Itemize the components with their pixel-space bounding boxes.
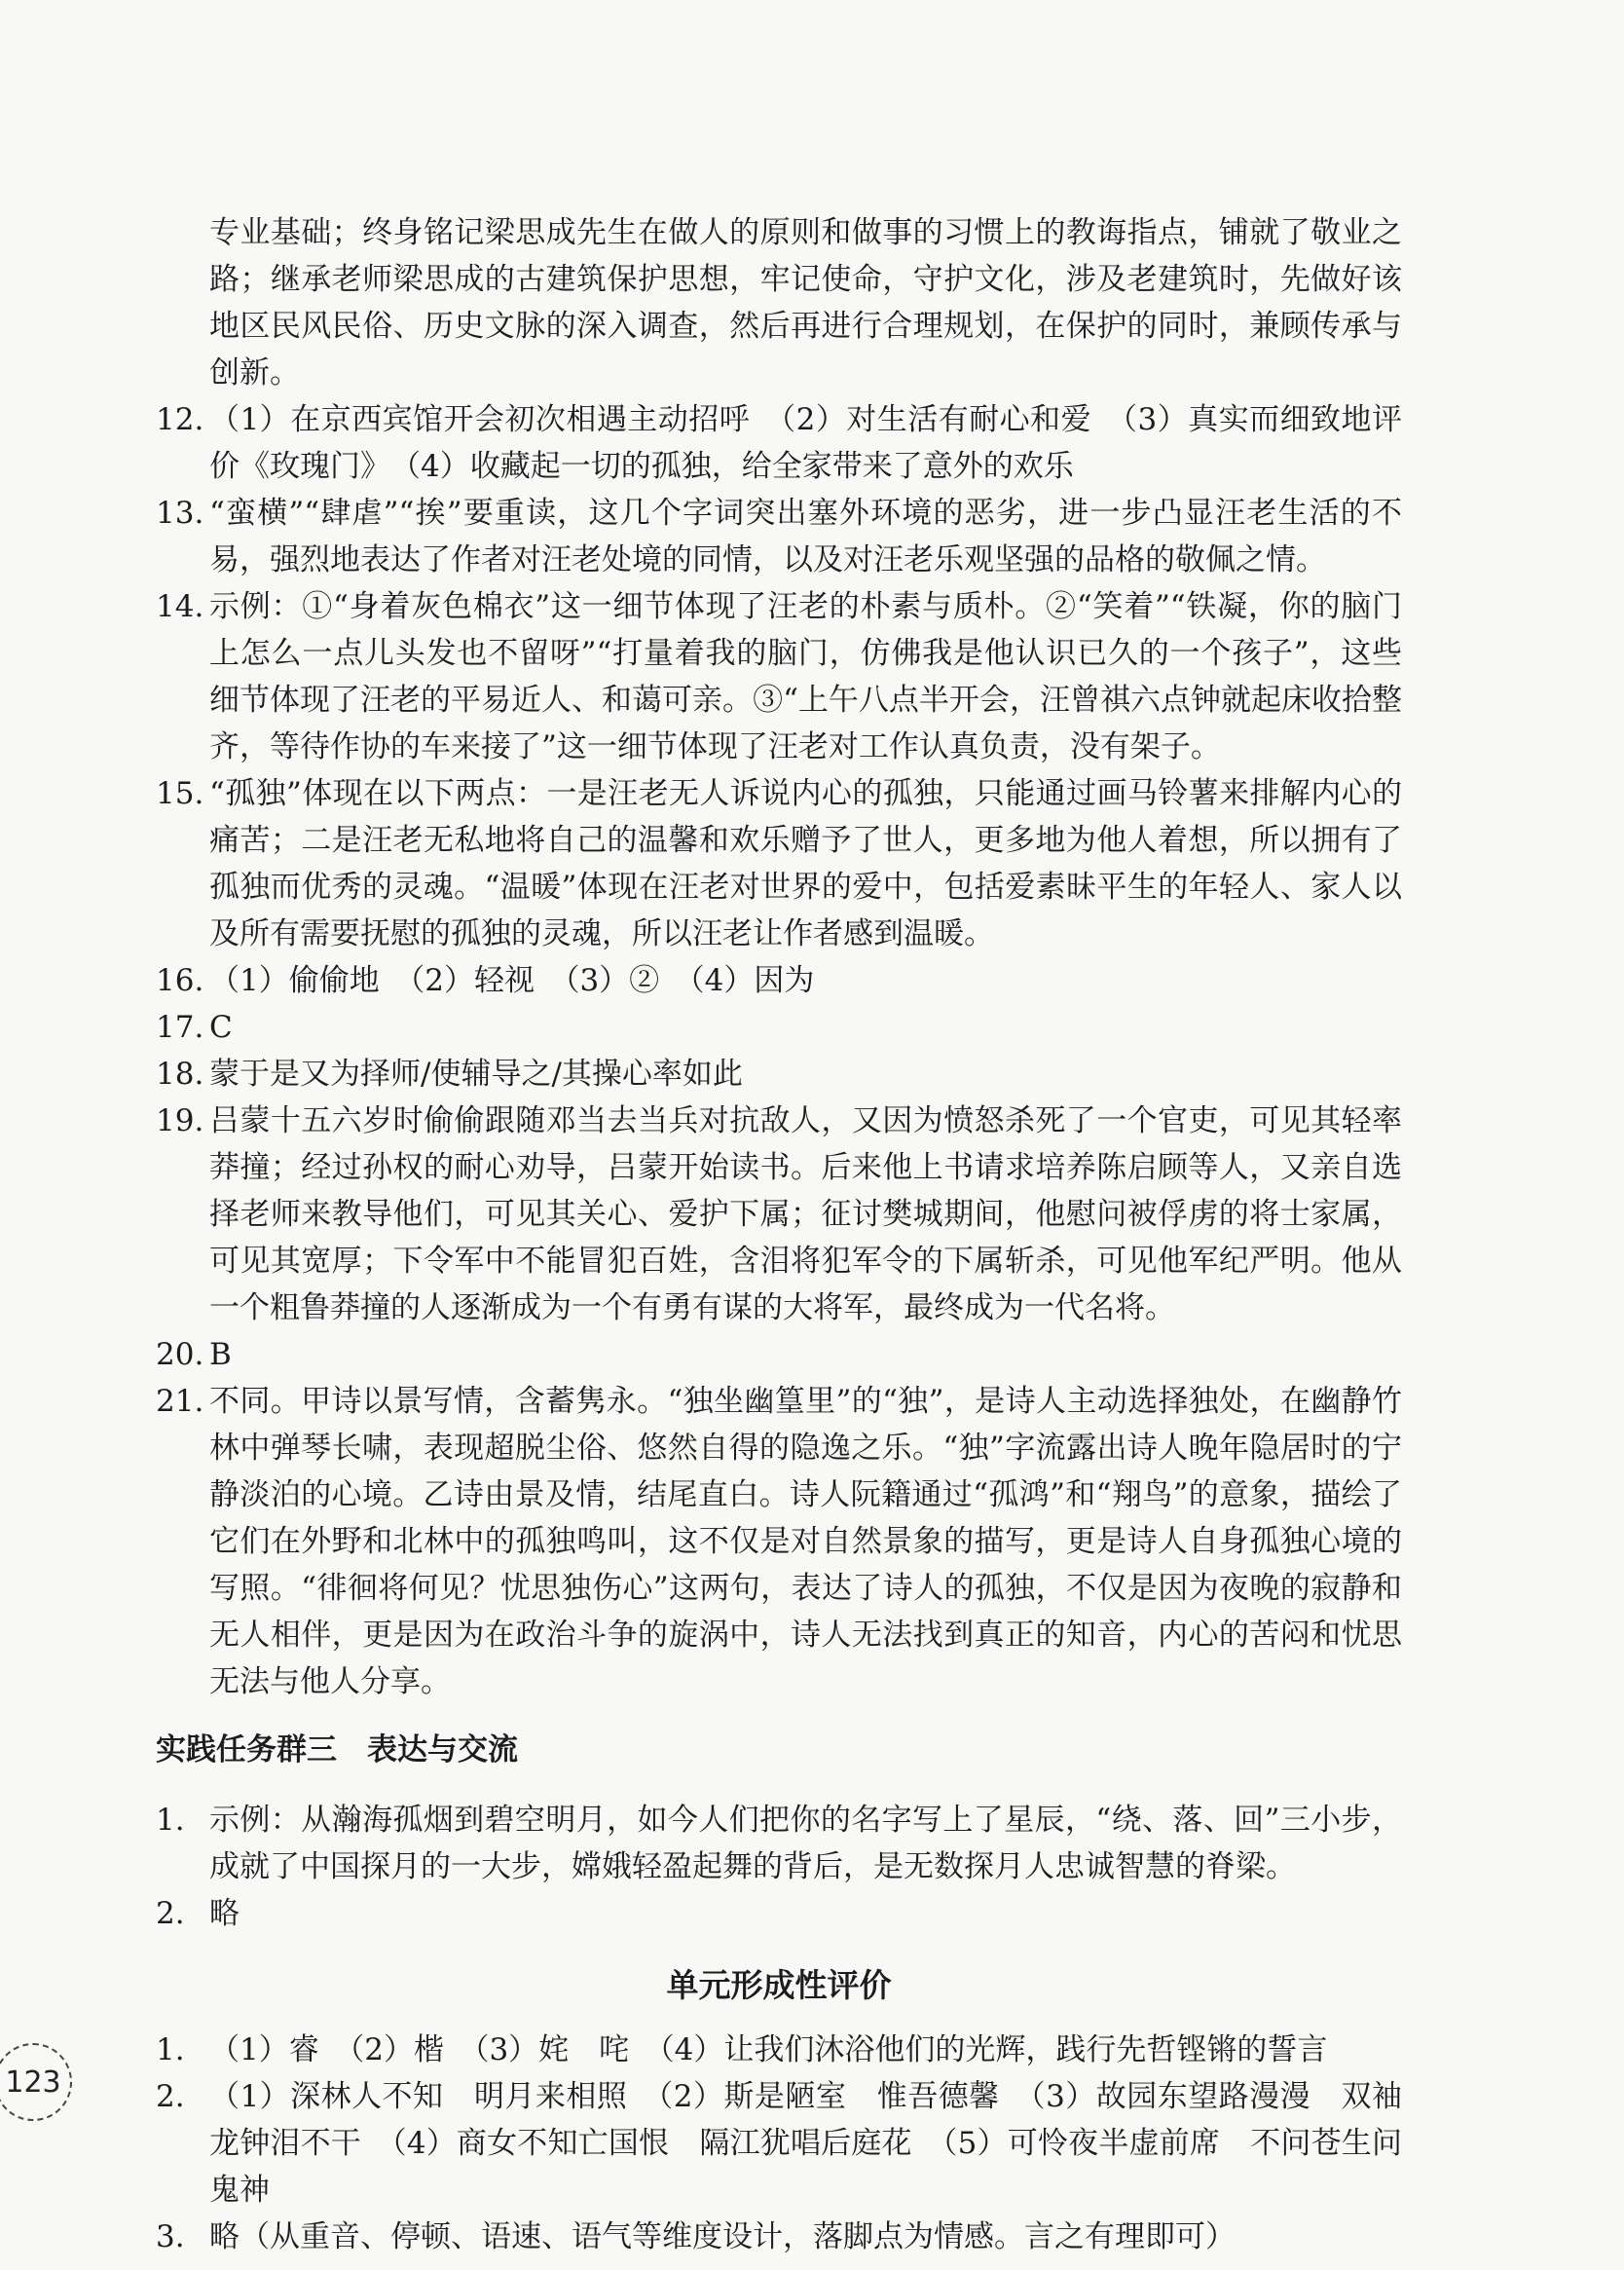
answer-text: （1）深林人不知 明月来相照 （2）斯是陋室 惟吾德馨 （3）故园东望路漫漫 双袖龙钟泪不干 （4）商女不知亡国恨 隔江犹唱后庭花 （5）可怜夜半虚前席 不问苍生问鬼神 [209,2079,1402,2208]
unit-title: 单元形成性评价 [666,1966,892,2004]
answer-text: 蒙于是又为择师/使辅导之/其操心率如此 [209,1057,743,1092]
answer-item [156,1051,1402,1098]
answer-item [156,583,1402,770]
answer-list [156,209,1402,2260]
answer-number: 17. [156,1010,204,1045]
answer-number: 15. [156,776,204,811]
section-title: 实践任务群三 表达与交流 [156,1732,518,1768]
answer-item [156,957,1402,1004]
answer-text: （1）偷偷地 （2）轻视 （3）② （4）因为 [209,963,815,998]
answer-text: 略 [209,1896,240,1931]
continued-answer: 专业基础；终身铭记梁思成先生在做人的原则和做事的习惯上的教诲指点，铺就了敬业之路；继承老师梁思成的古建筑保护思想，牢记使命，守护文化，涉及老建筑时，先做好该地区民风民俗、历史文脉的深入调查，然后再进行合理规划，在保护的同时，兼顾传承与创新。 [209,215,1402,391]
answer-item [156,1098,1402,1331]
answer-text: “孤独”体现在以下两点：一是汪老无人诉说内心的孤独，只能通过画马铃薯来排解内心的痛苦；二是汪老无私地将自己的温馨和欢乐赠予了世人，更多地为他人着想，所以拥有了孤独而优秀的灵魂。“温暖”体现在汪老对世界的爱中，包括爱素昧平生的年轻人、家人以及所有需要抚慰的孤独的灵魂，所以汪老让作者感到温暖。 [209,776,1402,951]
answer-number: 12. [156,402,204,437]
answer-item [156,396,1402,490]
answer-item [156,1378,1402,1705]
answer-text: C [209,1010,233,1045]
answer-number: 18. [156,1057,204,1092]
answer-text: 示例：①“身着灰色棉衣”这一细节体现了汪老的朴素与质朴。②“笑着”“铁凝，你的脑门上怎么一点儿头发也不留呀”“打量着我的脑门，仿佛我是他认识已久的一个孩子”，这些细节体现了汪老的平易近人、和蔼可亲。③“上午八点半开会，汪曾祺六点钟就起床收拾整齐，等待作协的车来接了”这一细节体现了汪老对工作认真负责，没有架子。 [209,589,1402,764]
answer-text: 不同。甲诗以景写情，含蓄隽永。“独坐幽篁里”的“独”，是诗人主动选择独处，在幽静竹林中弹琴长啸，表现超脱尘俗、悠然自得的隐逸之乐。“独”字流露出诗人晚年隐居时的宁静淡泊的心境。乙诗由景及情，结尾直白。诗人阮籍通过“孤鸿”和“翔鸟”的意象，描绘了它们在外野和北林中的孤独鸣叫，这不仅是对自然景象的描写，更是诗人自身孤独心境的写照。“徘徊将何见？忧思独伤心”这两句，表达了诗人的孤独，不仅是因为夜晚的寂静和无人相伴，更是因为在政治斗争的旋涡中，诗人无法找到真正的知音，内心的苦闷和忧思无法与他人分享。 [209,1384,1402,1699]
answer-text: “蛮横”“肆虐”“挨”要重读，这几个字词突出塞外环境的恶劣，进一步凸显汪老生活的不易，强烈地表达了作者对汪老处境的同情，以及对汪老乐观坚强的品格的敬佩之情。 [209,496,1402,577]
answer-text: （1）睿 （2）楷 （3）姹 咤 （4）让我们沐浴他们的光辉，践行先哲铿锵的誓言 [209,2032,1328,2067]
page-number: 123 [0,2043,72,2121]
answer-number: 16. [156,963,204,998]
answer-item [156,1004,1402,1051]
answer-item [156,2214,1402,2260]
answer-number: 3. [156,2219,185,2254]
answer-item [156,1797,1402,1890]
answer-item [156,1331,1402,1378]
answer-text: B [209,1337,232,1372]
answer-number: 13. [156,496,204,531]
answers-group-b [156,1797,1402,1937]
answer-item [156,2027,1402,2073]
answer-number: 19. [156,1103,204,1138]
answer-text: 略（从重音、停顿、语速、语气等维度设计，落脚点为情感。言之有理即可） [209,2219,1236,2254]
answer-item [156,490,1402,583]
answers-group-a [156,396,1402,1705]
answer-item [156,770,1402,957]
answer-text: （1）在京西宾馆开会初次相遇主动招呼 （2）对生活有耐心和爱 （3）真实而细致地评价《玫瑰门》 （4）收藏起一切的孤独，给全家带来了意外的欢乐 [209,402,1402,484]
answer-number: 20. [156,1337,204,1372]
answer-item [156,1890,1402,1937]
answer-number: 1. [156,2032,185,2067]
answer-text: 示例：从瀚海孤烟到碧空明月，如今人们把你的名字写上了星辰，“绕、落、回”三小步，成就了中国探月的一大步，嫦娥轻盈起舞的背后，是无数探月人忠诚智慧的脊梁。 [209,1803,1402,1884]
answers-group-c [156,2027,1402,2260]
answer-text: 吕蒙十五六岁时偷偷跟随邓当去当兵对抗敌人，又因为愤怒杀死了一个官吏，可见其轻率莽撞；经过孙权的耐心劝导，吕蒙开始读书。后来他上书请求培养陈启顾等人，又亲自选择老师来教导他们，可见其关心、爱护下属；征讨樊城期间，他慰问被俘虏的将士家属，可见其宽厚；下令军中不能冒犯百姓，含泪将犯军令的下属斩杀，可见他军纪严明。他从一个粗鲁莽撞的人逐渐成为一个有勇有谋的大将军，最终成为一代名将。 [209,1103,1402,1325]
answer-number: 14. [156,589,204,624]
answer-number: 2. [156,2079,185,2114]
answer-number: 1. [156,1803,185,1838]
answer-item [156,2073,1402,2214]
answer-number: 21. [156,1384,204,1419]
answer-number: 2. [156,1896,185,1931]
